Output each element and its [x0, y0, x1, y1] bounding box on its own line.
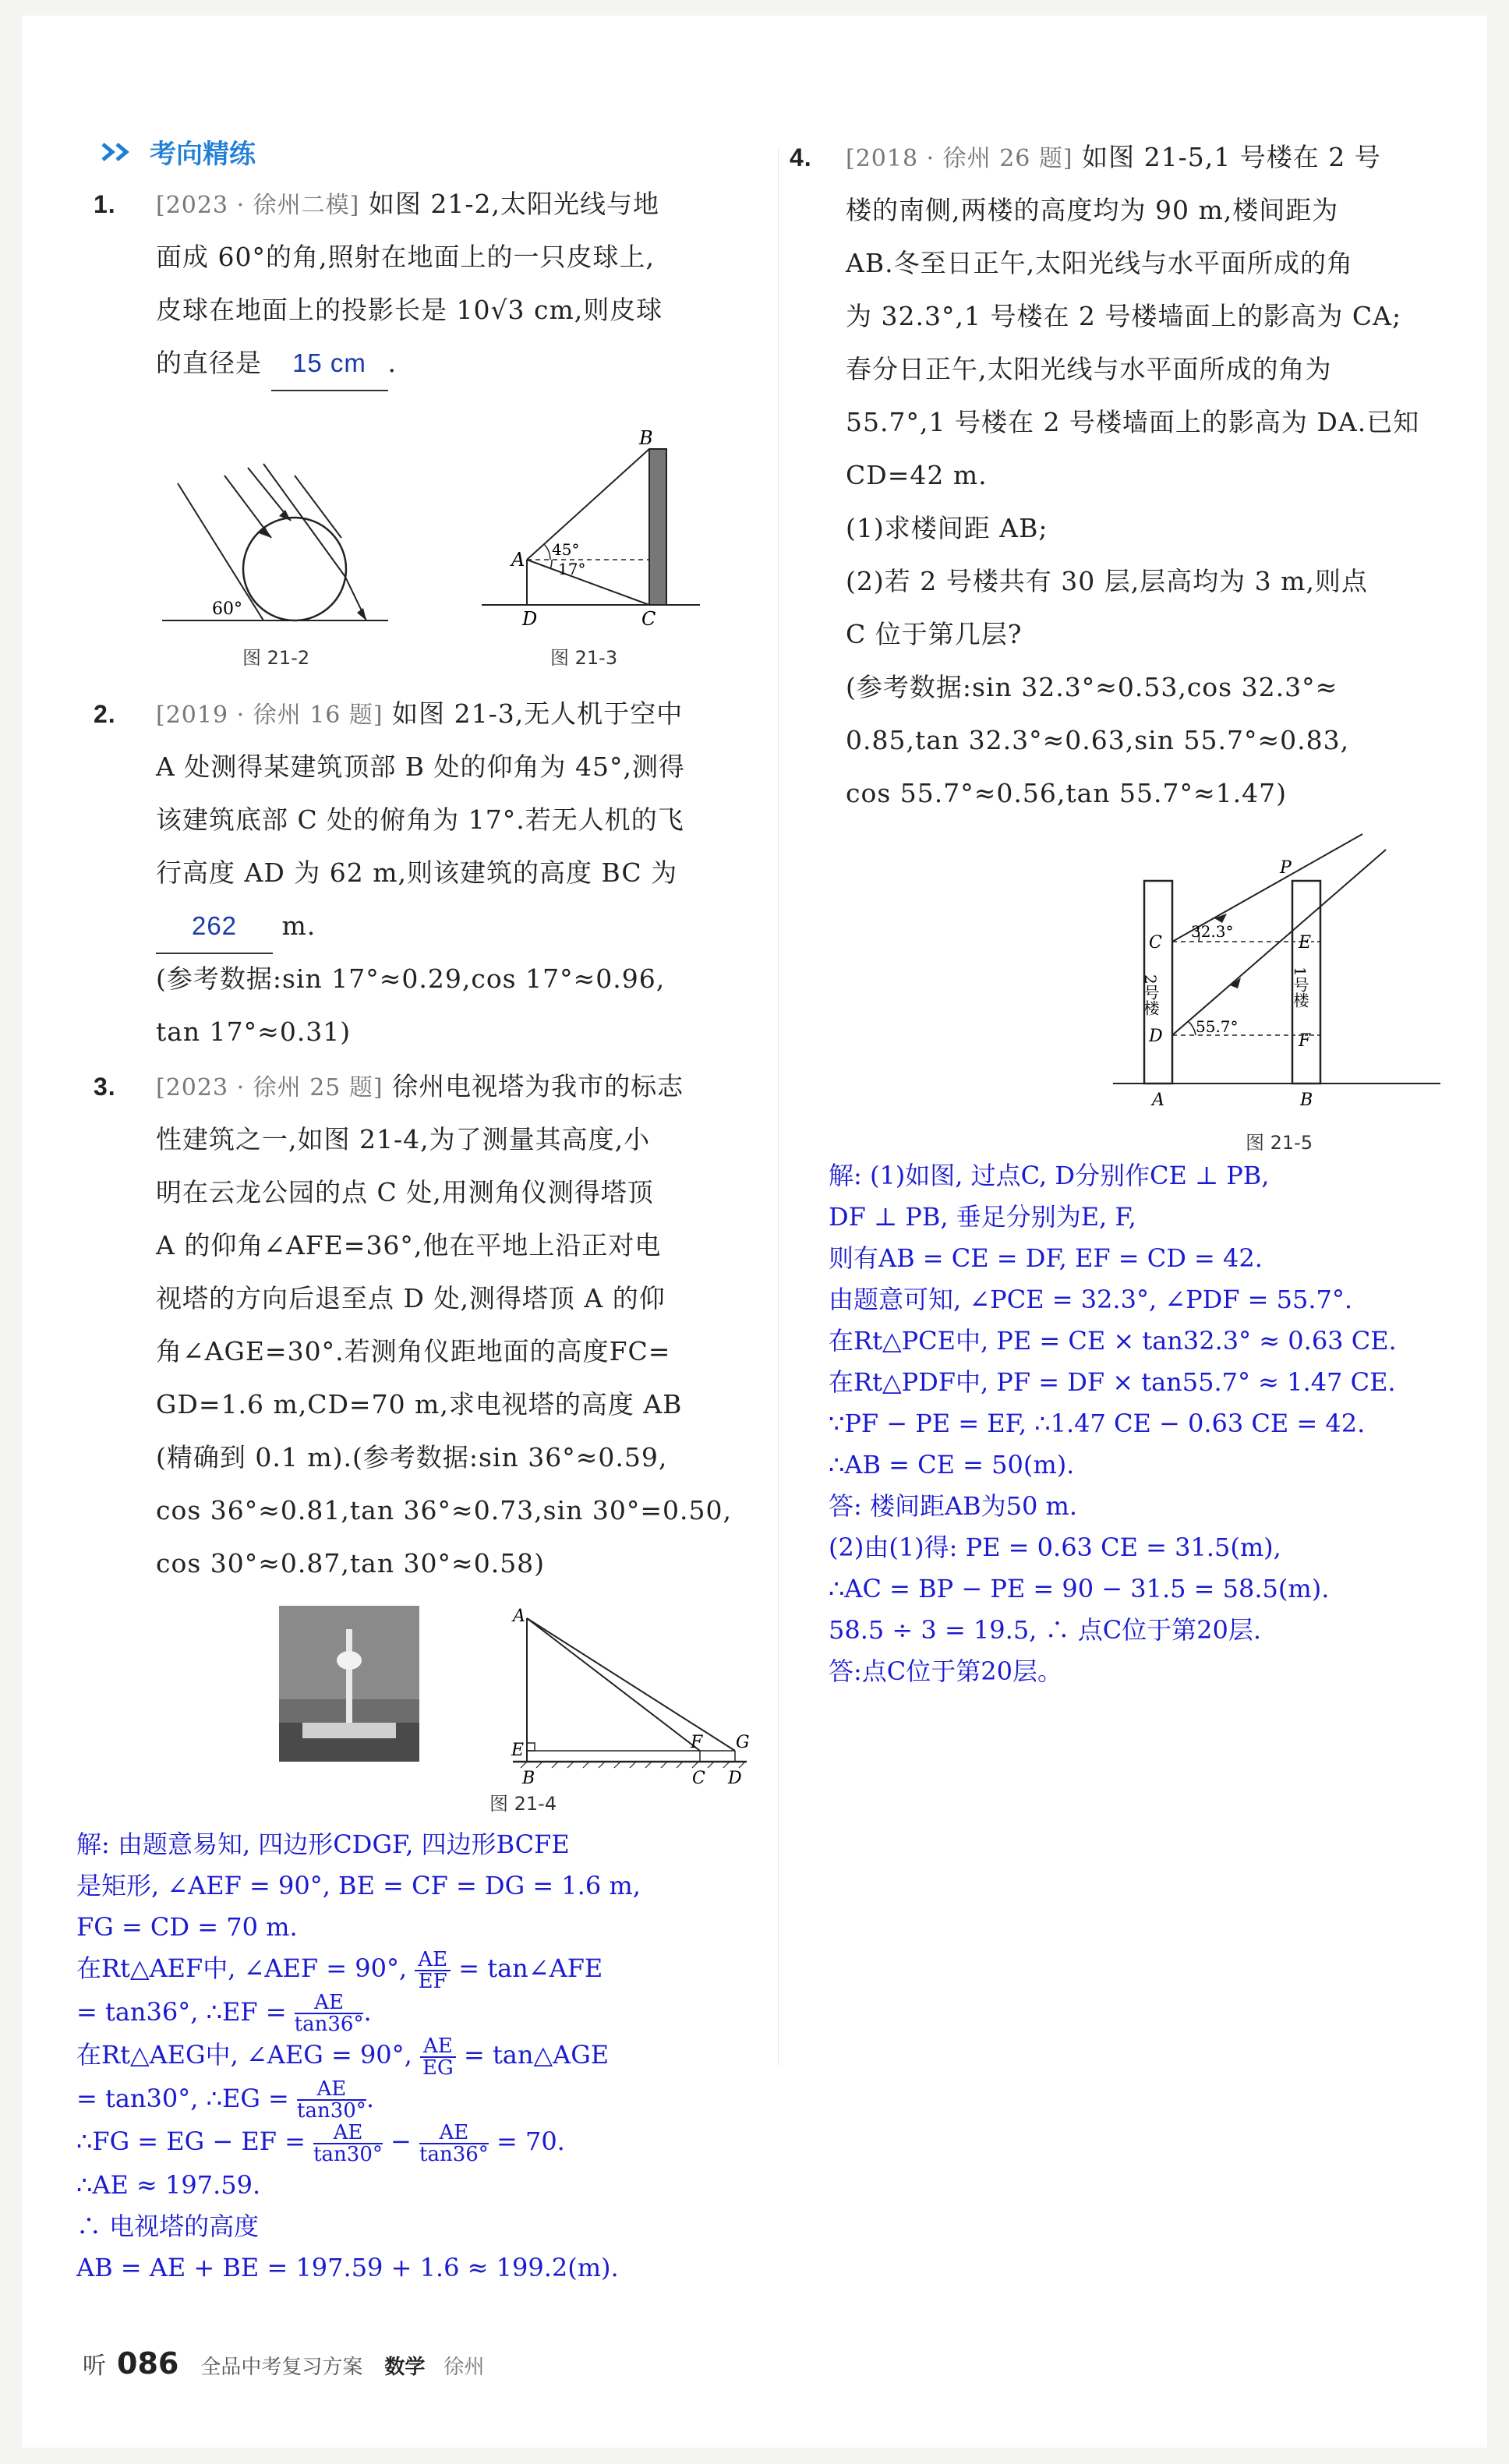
- solution-line: = tan30°, ∴EG =: [76, 2083, 289, 2113]
- building-label: 2号楼: [1141, 974, 1160, 1016]
- solution-line: ∴AC = BP − PE = 90 − 31.5 = 58.5(m).: [829, 1574, 1330, 1603]
- question-text: 性建筑之一,如图 21-4,为了测量其高度,小: [156, 1124, 651, 1154]
- solution-line: = tan36°, ∴EF =: [76, 1996, 287, 2027]
- fraction: $\frac{AE}{\tan 36^\circ}$: [419, 2120, 489, 2166]
- question-text: 视塔的方向后退至点 D 处,测得塔顶 A 的仰: [156, 1283, 666, 1313]
- fraction: $\frac{AE}{\tan 36^\circ}$: [294, 1991, 364, 2036]
- solution-line: DF ⊥ PB, 垂足分别为E, F,: [829, 1202, 1136, 1232]
- reference-data: (参考数据:sin 32.3°≈0.53,cos 32.3°≈: [846, 672, 1338, 702]
- figure-21-3: [474, 421, 708, 631]
- angle-label: 45°: [552, 540, 580, 559]
- figure-caption: 图 21-5: [1246, 1132, 1313, 1154]
- double-chevron-icon: [100, 140, 140, 164]
- point-label: A: [1152, 1091, 1164, 1110]
- solution-line: 58.5 ÷ 3 = 19.5, ∴ 点C位于第20层.: [829, 1615, 1262, 1645]
- solution-line: 则有AB = CE = DF, EF = CD = 42.: [829, 1243, 1263, 1273]
- page: [22, 16, 1487, 2448]
- punctuation: .: [387, 348, 397, 378]
- question-text: 明在云龙公园的点 C 处,用测角仪测得塔顶: [156, 1177, 654, 1207]
- question-number: 3.: [94, 1073, 116, 1101]
- question-text: 如图 21-3,无人机于空中: [392, 698, 684, 729]
- reference-data: (参考数据:sin 17°≈0.29,cos 17°≈0.96,: [156, 963, 666, 994]
- question-number: 1.: [94, 190, 116, 218]
- question-text: 面成 60°的角,照射在地面上的一只皮球上,: [156, 242, 655, 272]
- solution-3: 解: 由题意易知, 四边形CDGF, 四边形BCFE 是矩形, ∠AEF = 90°, BE = CF = DG = 1.6 m, FG = CD = 70 m. 在Rt△AEF中, ∠AEF = 90°, $\frac{AE}{EF}$ = tan∠AFE = tan36°, ∴EF = $\frac{AE}{\tan 36^\circ}$ . 在Rt△AEG中, ∠AEG = 90°, $\frac{AE}{EG}$ = tan△AGE = tan30°, ∴EG = $\frac{AE}{\tan 30^\circ}$ . ∴FG = EG − EF = $\frac{AE}{\tan 30^\circ}$ − $\frac{AE}{\tan 36^\circ}$ = 70. ∴AE ≈ 197.59. ∴ 电视塔的高度 AB = AE + BE = 197.59 + 1.6 ≈ 199.2(m).: [76, 1824, 762, 2289]
- question-text: cos 30°≈0.87,tan 30°≈0.58): [156, 1548, 546, 1578]
- point-label: A: [511, 549, 525, 571]
- solution-line: ∴ 电视塔的高度: [76, 2211, 260, 2241]
- fraction: $\frac{AE}{EG}$: [420, 2036, 456, 2078]
- angle-label: 60°: [212, 599, 242, 619]
- reference-data: 0.85,tan 32.3°≈0.63,sin 55.7°≈0.83,: [846, 725, 1350, 755]
- question-4: [790, 131, 1475, 808]
- question-text: 楼的南侧,两楼的高度均为 90 m,楼间距为: [846, 195, 1339, 225]
- question-text: 如图 21-5,1 号楼在 2 号: [1082, 142, 1381, 172]
- angle-label: 55.7°: [1196, 1017, 1239, 1036]
- footer: [83, 2346, 484, 2381]
- point-label: C: [641, 608, 656, 630]
- solution-line: = tan△AGE: [463, 2040, 610, 2070]
- point-label: C: [1149, 933, 1162, 953]
- fraction: $\frac{AE}{\tan 30^\circ}$: [297, 2077, 366, 2123]
- question-text: GD=1.6 m,CD=70 m,求电视塔的高度 AB: [156, 1389, 683, 1419]
- section-header: [100, 133, 256, 171]
- solution-line: 在Rt△AEF中, ∠AEF = 90°,: [76, 1953, 408, 1983]
- point-label: G: [736, 1733, 750, 1752]
- question-text: 春分日正午,太阳光线与水平面所成的角为: [846, 354, 1332, 384]
- point-label: C: [692, 1769, 705, 1785]
- solution-line: 在Rt△PCE中, PE = CE × tan32.3° ≈ 0.63 CE.: [829, 1326, 1397, 1356]
- point-label: E: [511, 1741, 525, 1760]
- solution-line: 解: 由题意易知, 四边形CDGF, 四边形BCFE: [76, 1829, 570, 1859]
- angle-label: 17°: [558, 560, 586, 578]
- question-text: 55.7°,1 号楼在 2 号楼墙面上的影高为 DA.已知: [846, 407, 1420, 437]
- question-text: 徐州电视塔为我市的标志: [392, 1071, 684, 1101]
- question-text: C 位于第几层?: [846, 619, 1023, 649]
- question-text: 该建筑底部 C 处的俯角为 17°.若无人机的飞: [156, 804, 684, 835]
- question-number: 2.: [94, 700, 116, 728]
- question-number: 4.: [790, 143, 812, 171]
- question-text: 的直径是: [156, 348, 262, 378]
- solution-line: = tan∠AFE: [458, 1953, 603, 1983]
- angle-label: 32.3°: [1191, 922, 1234, 941]
- reference-data: cos 55.7°≈0.56,tan 55.7°≈1.47): [846, 778, 1288, 808]
- question-text: cos 36°≈0.81,tan 36°≈0.73,sin 30°=0.50,: [156, 1495, 733, 1525]
- answer-blank: 15 cm: [271, 337, 388, 391]
- solution-line: ∵PF − PE = EF, ∴1.47 CE − 0.63 CE = 42.: [829, 1409, 1366, 1438]
- figure-caption: 图 21-4: [489, 1793, 557, 1815]
- fraction: $\frac{AE}{\tan 30^\circ}$: [313, 2120, 383, 2166]
- solution-line: 在Rt△AEG中, ∠AEG = 90°,: [76, 2040, 412, 2070]
- question-text: 皮球在地面上的投影长是 10√3 cm,则皮球: [156, 295, 663, 325]
- source-tag: [2018 · 徐州 26 题]: [846, 145, 1073, 172]
- solution-line: 在Rt△PDF中, PF = DF × tan55.7° ≈ 1.47 CE.: [829, 1367, 1396, 1397]
- source-tag: [2019 · 徐州 16 题]: [156, 702, 383, 729]
- question-1: [94, 178, 772, 378]
- column-divider: [778, 148, 779, 2066]
- question-text: (2)若 2 号楼共有 30 层,层高均为 3 m,则点: [846, 566, 1368, 596]
- point-label: E: [1299, 933, 1312, 953]
- question-text: A 的仰角∠AFE=36°,他在平地上沿正对电: [156, 1230, 662, 1260]
- point-label: D: [1149, 1027, 1163, 1046]
- region: 徐州: [444, 2356, 485, 2379]
- fraction: $\frac{AE}{EF}$: [415, 1950, 451, 1992]
- section-title: 考向精练: [150, 139, 256, 170]
- point-label: F: [691, 1733, 703, 1752]
- question-text: (精确到 0.1 m).(参考数据:sin 36°≈0.59,: [156, 1442, 668, 1472]
- point-label: P: [1280, 858, 1292, 878]
- solution-line: ∴AE ≈ 197.59.: [76, 2169, 261, 2200]
- solution-4: [829, 1155, 1483, 1692]
- solution-line: 由题意可知, ∠PCE = 32.3°, ∠PDF = 55.7°.: [829, 1285, 1353, 1314]
- solution-line: 解: (1)如图, 过点C, D分别作CE ⊥ PB,: [829, 1161, 1270, 1190]
- unit: m.: [281, 910, 316, 941]
- question-text: 行高度 AD 为 62 m,则该建筑的高度 BC 为: [156, 857, 678, 888]
- source-tag: [2023 · 徐州二模]: [156, 192, 360, 219]
- question-text: CD=42 m.: [846, 460, 988, 490]
- solution-line: 答:点C位于第20层。: [829, 1656, 1062, 1686]
- point-label: D: [728, 1769, 742, 1785]
- building-label: 1号楼: [1291, 967, 1309, 1008]
- book-title: 全品中考复习方案: [200, 2356, 363, 2379]
- question-text: 如图 21-2,太阳光线与地: [368, 189, 659, 219]
- solution-line: (2)由(1)得: PE = 0.63 CE = 31.5(m),: [829, 1532, 1281, 1562]
- solution-line: 答: 楼间距AB为50 m.: [829, 1491, 1077, 1521]
- point-label: A: [513, 1607, 525, 1626]
- subject: 数学: [384, 2356, 426, 2379]
- point-label: B: [639, 427, 653, 449]
- solution-line: ∴FG = EG − EF =: [76, 2126, 306, 2156]
- point-label: D: [522, 608, 538, 630]
- figure-21-4: [505, 1606, 762, 1785]
- point-label: B: [1300, 1091, 1313, 1110]
- question-text: 为 32.3°,1 号楼在 2 号楼墙面上的影高为 CA;: [846, 301, 1402, 331]
- source-tag: [2023 · 徐州 25 题]: [156, 1074, 383, 1101]
- question-text: (1)求楼间距 AB;: [846, 513, 1048, 543]
- point-label: F: [1299, 1031, 1311, 1051]
- figure-caption: 图 21-3: [550, 647, 618, 669]
- figure-caption: 图 21-2: [242, 647, 310, 669]
- solution-line: ∴AB = CE = 50(m).: [829, 1450, 1075, 1479]
- answer-blank: 262: [156, 900, 273, 954]
- point-label: B: [522, 1769, 535, 1785]
- question-2: [94, 688, 772, 1047]
- reference-data: tan 17°≈0.31): [156, 1016, 352, 1047]
- question-3: [94, 1060, 772, 1578]
- solution-line: 是矩形, ∠AEF = 90°, BE = CF = DG = 1.6 m,: [76, 1871, 641, 1900]
- figure-21-5: [1113, 811, 1456, 1122]
- tv-tower-photo: [279, 1606, 419, 1762]
- solution-line: FG = CD = 70 m.: [76, 1912, 298, 1942]
- question-text: A 处测得某建筑顶部 B 处的仰角为 45°,测得: [156, 751, 686, 782]
- figure-21-2: [162, 452, 396, 631]
- solution-line: AB = AE + BE = 197.59 + 1.6 ≈ 199.2(m).: [76, 2252, 619, 2282]
- question-text: 角∠AGE=30°.若测角仪距地面的高度FC=: [156, 1336, 671, 1366]
- page-number: 086: [117, 2346, 179, 2381]
- footer-prefix: 听: [83, 2353, 106, 2380]
- question-text: AB.冬至日正午,太阳光线与水平面所成的角: [846, 248, 1354, 278]
